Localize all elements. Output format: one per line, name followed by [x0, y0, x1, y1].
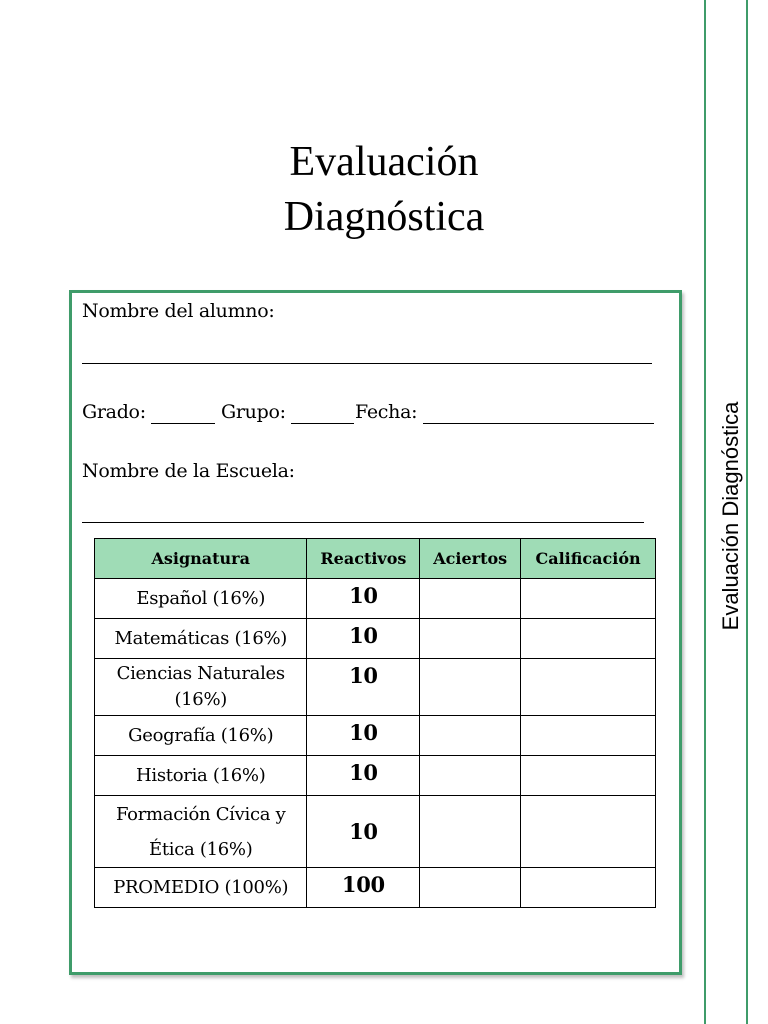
items-cell: 10 — [307, 619, 420, 659]
column-header-items: Reactivos — [307, 539, 420, 579]
group-line[interactable] — [291, 423, 354, 424]
student-name-line[interactable] — [82, 363, 652, 364]
subject-cell: Historia (16%) — [95, 756, 307, 796]
items-cell: 10 — [307, 579, 420, 619]
subject-cell: Geografía (16%) — [95, 716, 307, 756]
grade-cell[interactable] — [521, 579, 656, 619]
correct-cell[interactable] — [420, 756, 521, 796]
grade-cell[interactable] — [521, 716, 656, 756]
column-header-subject: Asignatura — [95, 539, 307, 579]
correct-cell[interactable] — [420, 579, 521, 619]
grade-label: Grado: — [82, 401, 146, 423]
document-title-line2: Diagnóstica — [283, 194, 485, 240]
correct-cell[interactable] — [420, 659, 521, 716]
column-header-correct: Aciertos — [420, 539, 521, 579]
group-label: Grupo: — [221, 401, 286, 423]
table-row — [95, 579, 656, 619]
table-row — [95, 619, 656, 659]
correct-cell[interactable] — [420, 796, 521, 868]
subject-cell: Español (16%) — [95, 579, 307, 619]
grades-table — [94, 538, 656, 908]
grade-cell[interactable] — [521, 756, 656, 796]
subject-cell: Matemáticas (16%) — [95, 619, 307, 659]
table-row — [95, 659, 656, 716]
subject-cell: PROMEDIO (100%) — [95, 868, 307, 908]
table-header-row — [95, 539, 656, 579]
correct-cell[interactable] — [420, 619, 521, 659]
items-cell: 10 — [307, 716, 420, 756]
table-row — [95, 868, 656, 908]
date-label: Fecha: — [355, 401, 418, 423]
correct-cell[interactable] — [420, 716, 521, 756]
table-row — [95, 796, 656, 868]
school-name-label: Nombre de la Escuela: — [82, 460, 295, 482]
side-title: Evaluación Diagnóstica — [718, 401, 743, 631]
subject-cell: Formación Cívica y Ética (16%) — [95, 796, 307, 868]
date-line[interactable] — [423, 423, 654, 424]
items-cell: 10 — [307, 796, 420, 868]
school-name-line[interactable] — [82, 522, 644, 523]
subject-cell: Ciencias Naturales (16%) — [95, 659, 307, 716]
table-row — [95, 756, 656, 796]
items-cell: 10 — [307, 659, 420, 716]
correct-cell[interactable] — [420, 868, 521, 908]
grade-line[interactable] — [151, 423, 215, 424]
grade-cell[interactable] — [521, 619, 656, 659]
items-cell: 10 — [307, 756, 420, 796]
student-name-label: Nombre del alumno: — [82, 300, 275, 322]
table-row — [95, 716, 656, 756]
column-header-grade: Calificación — [521, 539, 656, 579]
items-cell: 100 — [307, 868, 420, 908]
grade-cell[interactable] — [521, 868, 656, 908]
grade-cell[interactable] — [521, 796, 656, 868]
grade-cell[interactable] — [521, 659, 656, 716]
document-title-line1: Evaluación — [289, 139, 479, 185]
